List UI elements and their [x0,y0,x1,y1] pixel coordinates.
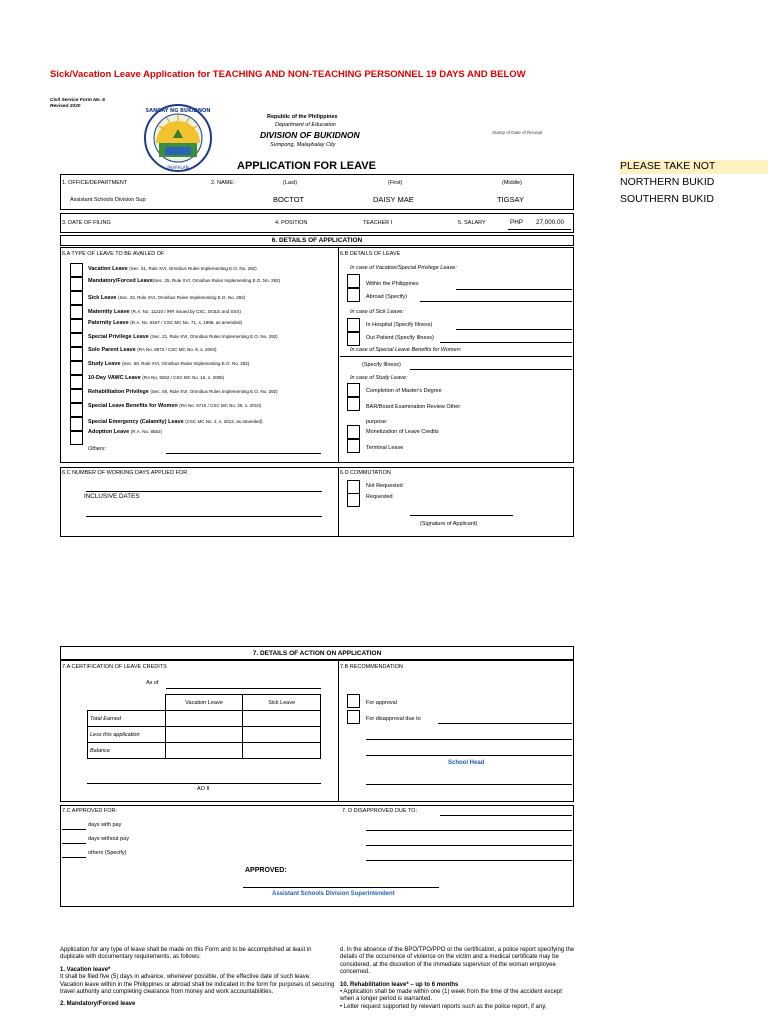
disapproval-line-3[interactable] [366,755,572,756]
personal-info-row1 [60,174,574,210]
disapproval-line-2[interactable] [366,739,572,740]
deped-seal-logo [143,103,213,173]
instructions-bullet-2: • Letter request supported by relevant reports such as the police report, if any, [340,1003,547,1010]
commutation-title: 6.D COMMUTATION [340,470,391,476]
personal-info-row2 [60,213,574,233]
asds-signature-line[interactable] [243,887,439,888]
checkbox-leave-type-1[interactable] [70,263,83,277]
first-name-value[interactable]: DAISY MAE [373,195,414,204]
inclusive-dates-line[interactable] [86,516,322,517]
disapproved-line-4[interactable] [366,860,572,861]
leave-type-ref: (Sec. 21, Rule XVI, Omnibus Rules Implementing E.O. No. 292) [150,334,278,339]
leave-type-item-10 [88,389,278,396]
checkbox-leave-type-3[interactable] [70,291,83,305]
leave-type-name: Special Privilege Leave [88,334,149,340]
leave-type-ref: (Sec. 51, Rule XVI, Omnibus Rules Implementing E.O. No. 292) [129,266,257,271]
office-label: 1. OFFICE/DEPARTMENT [62,180,128,186]
cell-vacation-total[interactable] [165,711,243,727]
disapproved-title: 7. D DISAPPROVED DUE TO: [342,808,417,814]
sick-case-label: In case of Sick Leave: [350,309,404,315]
leave-type-ref: (Sec. 25, Rule XVI, Omnibus Rules Implementing E.O. No. 292) [152,278,281,283]
purpose-label: purpose: [366,419,388,425]
checkbox-leave-type-7[interactable] [70,347,83,361]
masters-label: Completion of Master's Degree [366,388,442,394]
school-head-line[interactable] [366,784,572,785]
salary-value[interactable]: 27,000.00 [536,219,565,226]
others-specify-label: others (Specify) [88,850,127,856]
instructions-heading-2: 2. Mandatory/Forced leave [60,1001,136,1008]
leave-type-ref: (RA No. 8972 / CSC MC No. 8, s. 2004) [137,347,217,352]
section-6cd [60,467,574,537]
type-of-leave-title: 6.A TYPE OF LEAVE TO BE AVAILED OF [62,251,165,257]
working-days-line[interactable] [86,491,322,492]
leave-type-name: Maternity Leave [88,309,130,315]
svg-text:SANGAY NG BUKIDNON: SANGAY NG BUKIDNON [145,108,211,114]
inclusive-dates-label: INCLUSIVE DATES [84,493,140,500]
checkbox-leave-type-10[interactable] [70,389,83,403]
form-revised-text: Revised 2020 [50,104,81,109]
disapproval-line-1[interactable] [438,723,572,724]
leave-type-item-1 [88,266,257,273]
leave-type-item-11 [88,403,261,410]
leave-type-ref: (R.A. No. 8187 / CSC MC No. 71, s. 1998, as amended) [130,320,243,325]
working-days-title: 6.C NUMBER OF WORKING DAYS APPLIED FOR [62,470,188,476]
approved-for-title: 7.C APPROVED FOR: [62,808,118,814]
department-text: Department of Education [275,122,336,128]
cell-vacation-balance[interactable] [165,743,243,759]
bar-review-label: BAR/Board Examination Review Other [366,404,461,410]
salary-currency: PHP [510,219,523,226]
monetization-label: Monetization of Leave Credits [366,429,439,435]
page-heading: Sick/Vacation Leave Application for TEACHING AND NON-TEACHING PERSONNEL 19 DAYS AND BELOW [50,69,526,80]
table-row [88,727,321,743]
days-with-pay-line[interactable] [62,829,86,830]
section-7ab-divider [338,660,339,802]
table-row [88,711,321,727]
salary-label: 5. SALARY [458,220,486,226]
not-requested-label: Not Requested [366,483,403,489]
checkbox-leave-type-2[interactable] [70,277,83,291]
days-without-pay-label: days without pay [88,836,129,842]
leave-type-name: Special Emergency (Calamity) Leave [88,419,184,425]
section-6cd-divider [338,467,339,537]
last-name-value[interactable]: BOCTOT [273,195,305,204]
table-corner-cell [88,695,166,711]
last-name-label: (Last) [283,180,298,186]
position-value[interactable]: TEACHER I [363,220,393,226]
side-note-line3: SOUTHERN BUKID [620,193,714,205]
days-with-pay-label: days with pay [88,822,122,828]
women-case-label: In case of Special Leave Benefits for Women: [350,347,462,353]
for-disapproval-label: For disapproval due to [366,716,421,722]
first-name-label: (First) [388,180,403,186]
col-sick-leave: Sick Leave [243,695,321,711]
leave-type-ref: (CSC MC No. 2, s. 2012, as amended) [185,419,263,424]
checkbox-terminal[interactable] [347,439,360,453]
leave-credits-table [87,694,321,759]
form-no-text: Civil Service Form No. 6 [50,98,105,103]
as-of-label: As of [146,680,159,686]
in-hospital-label: In Hospital (Specify Illness) [366,322,433,328]
leave-type-item-6 [88,334,278,341]
checkbox-leave-type-8[interactable] [70,361,83,375]
svg-text:PAARALAN: PAARALAN [167,165,189,170]
leave-type-ref: (R.A. No. 11210 / IRR issued by CSC, DOLE and SSS) [131,309,241,314]
school-head-label: School Head [448,760,485,766]
disapproved-line-2[interactable] [366,830,572,831]
others-line[interactable] [166,453,321,454]
checkbox-out-patient[interactable] [347,332,360,346]
leave-type-name: Rehabilitation Privilege [88,389,149,395]
division-text: DIVISION OF BUKIDNON [260,130,360,140]
action-title: 7. DETAILS OF ACTION ON APPLICATION [60,646,574,660]
requested-label: Requested [366,494,393,500]
address-text: Sumpong, Malaybalay City [270,142,336,148]
out-patient-label: Out Patient (Specify Illness) [366,335,434,341]
checkbox-for-approval[interactable] [347,694,360,708]
disapproved-line-1[interactable] [440,815,572,816]
leave-type-ref: (RA No. 9710 / CSC MC No. 25, s. 2010) [179,403,262,408]
leave-type-ref: (RA No. 9262 / CSC MC No. 15, s. 2005) [142,375,225,380]
study-case-label: In case of Study Leave: [350,375,408,381]
within-ph-line[interactable] [456,289,572,290]
checkbox-within-ph[interactable] [347,274,360,288]
leave-type-name: Mandatory/Forced Leave [88,278,153,284]
within-ph-label: Within the Philippines [366,281,419,287]
details-title: 6. DETAILS OF APPLICATION [60,235,574,246]
recommendation-title: 7.B RECOMMENDATION [340,664,403,670]
checkbox-not-requested[interactable] [347,480,360,494]
position-label: 4. POSITION [275,220,308,226]
leave-type-ref: (Sec. 68, Rule XVI, Omnibus Rules Implementing E.O. No. 292) [121,361,250,366]
disapproved-line-3[interactable] [366,845,572,846]
salary-underline [508,229,571,230]
approved-label: APPROVED: [245,867,287,874]
checkbox-requested[interactable] [347,493,360,507]
instructions-paragraph-1: It shall be filed five (5) days in advance, whenever possible, of the effective date of such leave. Vacation leave within in the Philippines or abroad shall be indicated in the form for purposes of securing travel authority and completing clearance from money and work accountabilities. [60,974,335,996]
checkbox-bar-review[interactable] [347,397,360,411]
instructions-paragraph-d: d. In the absence of the BPO/TPO/PPO or the certification, a police report specifying the details of the occurrence of violence on the victim and a medical certificate may be considered, at the discretion of the immediate supervisor of the woman employee concerned. [340,947,575,976]
form-title: APPLICATION FOR LEAVE [237,160,376,172]
others-label: Others: [88,446,107,452]
women-line-1[interactable] [340,356,572,357]
instructions-heading-1: 1. Vacation leave* [60,966,111,973]
leave-type-name: Special Leave Benefits for Women [88,403,178,409]
instructions-bullet-1: • Application shall be made within one (1) week from the time of the accident except when a longer period is warranted. [340,989,562,1003]
section-6ab-divider [338,247,339,463]
leave-type-item-12 [88,419,263,426]
women-line-2[interactable] [410,369,572,370]
leave-type-name: Sick Leave [88,295,117,301]
cell-vacation-less[interactable] [165,727,243,743]
checkbox-for-disapproval[interactable] [347,710,360,724]
leave-type-name: Study Leave [88,361,121,367]
office-value[interactable]: Assistant Schools Division Sup [70,197,146,203]
signature-line[interactable] [410,515,513,516]
ao-signature-line[interactable] [87,783,321,784]
checkbox-leave-type-12[interactable] [70,417,83,431]
row-label-balance: Balance [88,743,166,759]
row-label-less-this: Less this application [88,727,166,743]
checkbox-masters[interactable] [347,383,360,397]
asds-label: Assistant Schools Division Superintendent [272,891,395,897]
form-number [50,98,105,110]
signature-label: (Signature of Applicant) [420,521,478,527]
side-note-line2: NORTHERN BUKID [620,176,715,188]
specify-illness-label: (Specify Illness) [362,362,401,368]
table-header-row [88,695,321,711]
leave-credits-title: 7.A CERTIFICATION OF LEAVE CREDITS [62,664,167,670]
as-of-line[interactable] [166,688,321,689]
middle-name-value[interactable]: TIGSAY [497,195,524,204]
leave-type-item-5 [88,320,242,327]
leave-type-name: Paternity Leave [88,320,129,326]
leave-type-item-7 [88,347,217,354]
middle-name-label: (Middle) [502,180,522,186]
terminal-label: Terminal Leave [366,445,404,451]
details-of-leave-title: 6.B DETAILS OF LEAVE [340,251,401,257]
instructions-intro: Application for any type of leave shall be made on this Form and to be accomplished at least in duplicate with documentary requirements, as follows: [60,947,312,961]
checkbox-leave-type-6[interactable] [70,333,83,347]
leave-type-item-4 [88,309,241,316]
leave-type-ref: (Sec. 43, Rule XVI, Omnibus Rules Implementing E.O. No. 292) [117,295,246,300]
others-specify-line[interactable] [62,857,86,858]
checkbox-in-hospital[interactable] [347,318,360,332]
ao-label: AO II [197,786,210,792]
checkbox-leave-type-9[interactable] [70,375,83,389]
checkbox-leave-type-13[interactable] [70,431,83,445]
cell-sick-total[interactable] [243,711,321,727]
checkbox-leave-type-11[interactable] [70,403,83,417]
leave-type-item-8 [88,361,249,368]
leave-type-item-2 [88,278,280,285]
leave-type-ref: (Sec. 55, Rule XVI, Omnibus Rules Implementing E.O. No. 292) [150,389,278,394]
instructions-left [60,947,335,1009]
leave-type-name: Solo Parent Leave [88,347,136,353]
in-hospital-line[interactable] [456,329,572,330]
abroad-line[interactable] [420,301,572,302]
out-patient-line[interactable] [440,342,572,343]
stamp-text: Stamp of Date of Receipt [492,130,543,135]
abroad-label: Abroad (Specify) [366,294,407,300]
republic-text: Republic of the Philippines [267,114,338,120]
checkbox-abroad[interactable] [347,288,360,302]
cell-sick-less[interactable] [243,727,321,743]
checkbox-monetization[interactable] [347,425,360,439]
leave-type-item-13 [88,429,162,436]
checkbox-leave-type-5[interactable] [70,319,83,333]
name-label: 2. NAME: [211,180,235,186]
table-row [88,743,321,759]
for-approval-label: For approval [366,700,397,706]
side-note-line1: PLEASE TAKE NOT [620,160,768,174]
days-without-pay-line[interactable] [62,843,86,844]
leave-type-name: Adoption Leave [88,429,130,435]
cell-sick-balance[interactable] [243,743,321,759]
checkbox-leave-type-4[interactable] [70,305,83,319]
vacation-case-label: In case of Vacation/Special Privilege Leave: [350,265,457,271]
col-vacation-leave: Vacation Leave [165,695,243,711]
leave-type-name: 10-Day VAWC Leave [88,375,141,381]
leave-type-ref: (R.A. No. 8552) [130,429,163,434]
leave-type-name: Vacation Leave [88,266,128,272]
instructions-heading-10: 10. Rehabilitation leave* – up to 6 months [340,981,459,988]
date-of-filing-label: 3. DATE OF FILING [62,220,111,226]
leave-type-item-3 [88,295,245,302]
leave-type-item-9 [88,375,224,382]
instructions-right [340,947,576,1011]
row-label-total-earned: Total Earned [88,711,166,727]
